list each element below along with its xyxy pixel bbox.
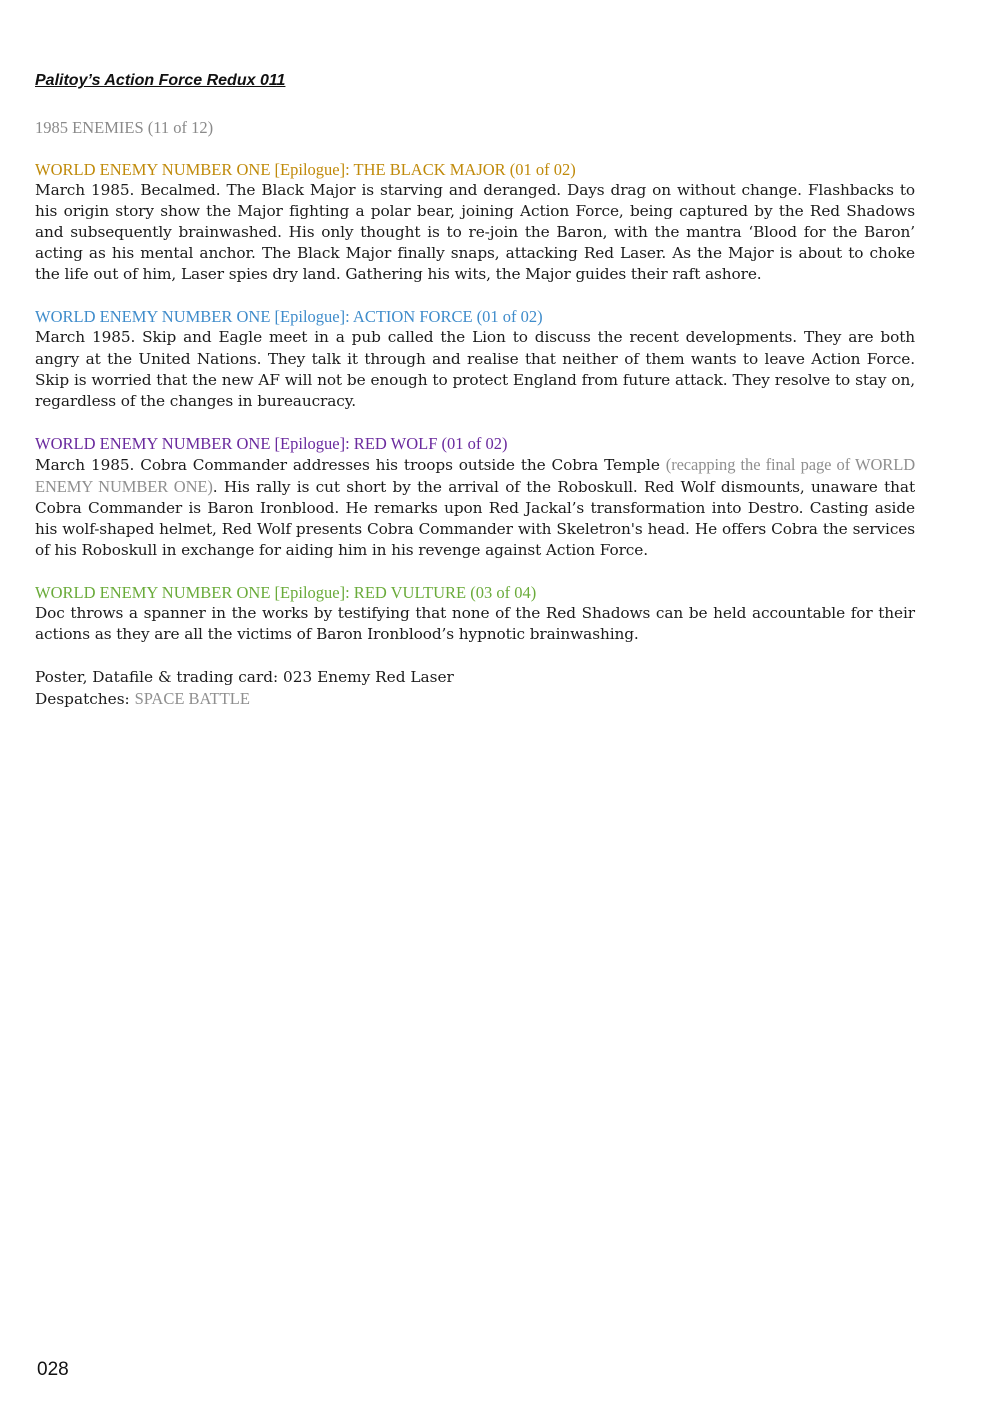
poster-line: Poster, Datafile & trading card: 023 Enemy Red Laser	[35, 667, 454, 686]
page-number: 028	[37, 1359, 69, 1380]
despatches-label: Despatches:	[35, 689, 135, 708]
body-text: March 1985. Cobra Commander addresses his troops outside the Cobra Temple	[35, 455, 666, 474]
despatches-line	[35, 688, 915, 710]
section-heading: WORLD ENEMY NUMBER ONE [Epilogue]: ACTION FORCE (01 of 02)	[35, 307, 543, 327]
section-body: March 1985. Becalmed. The Black Major is starving and deranged. Days drag on without change. Flashbacks to his origin story show the Major fighting a polar bear, joining Action Force, being captured by the Red Shadows and subsequently brainwashed. His only thought is to re-join the Baron, with the mantra ‘Blood for the Baron’ acting as his mental anchor. The Black Major finally snaps, attacking Red Laser. As the Major is about to choke the life out of him, Laser spies dry land. Gathering his wits, the Major guides their raft ashore.	[35, 181, 915, 284]
section-heading: WORLD ENEMY NUMBER ONE [Epilogue]: RED VULTURE (03 of 04)	[35, 583, 537, 603]
recap-note: (recapping the final page of WORLD ENEMY NUMBER ONE)	[35, 454, 916, 496]
section-body: Doc throws a spanner in the works by testifying that none of the Red Shadows can be held accountable for their actions as they are all the victims of Baron Ironblood’s hypnotic brainwashing.	[35, 604, 915, 644]
section-heading: WORLD ENEMY NUMBER ONE [Epilogue]: RED WOLF (01 of 02)	[35, 433, 508, 453]
document-page	[35, 70, 915, 710]
section-black-major	[35, 159, 915, 285]
section-action-force	[35, 306, 915, 411]
section-heading: WORLD ENEMY NUMBER ONE [Epilogue]: THE BLACK MAJOR (01 of 02)	[35, 160, 576, 179]
section-body: March 1985. Skip and Eagle meet in a pub called the Lion to discuss the recent developments. They are both angry at the United Nations. They talk it through and realise that neither of them wants to leave Action Force. Skip is worried that the new AF will not be enough to protect England from future attack. They resolve to stay on, regardless of the changes in bureaucracy.	[35, 328, 915, 410]
document-subtitle: 1985 ENEMIES (11 of 12)	[35, 118, 214, 137]
section-body	[35, 454, 915, 561]
section-red-wolf	[35, 433, 915, 561]
despatches-value: SPACE BATTLE	[134, 688, 250, 708]
section-red-vulture	[35, 582, 915, 645]
body-text: . His rally is cut short by the arrival of the Roboskull. Red Wolf dismounts, unaware that Cobra Commander is Baron Ironblood. He remarks upon Red Jackal’s transformation into Destro. Casting aside his wolf-shaped helmet, Red Wolf presents Cobra Commander with Skeletron's head. He offers Cobra the services of his Roboskull in exchange for aiding him in his revenge against Action Force.	[35, 477, 915, 560]
document-title: Palitoy’s Action Force Redux 011	[35, 72, 286, 89]
footer-block	[35, 667, 915, 710]
